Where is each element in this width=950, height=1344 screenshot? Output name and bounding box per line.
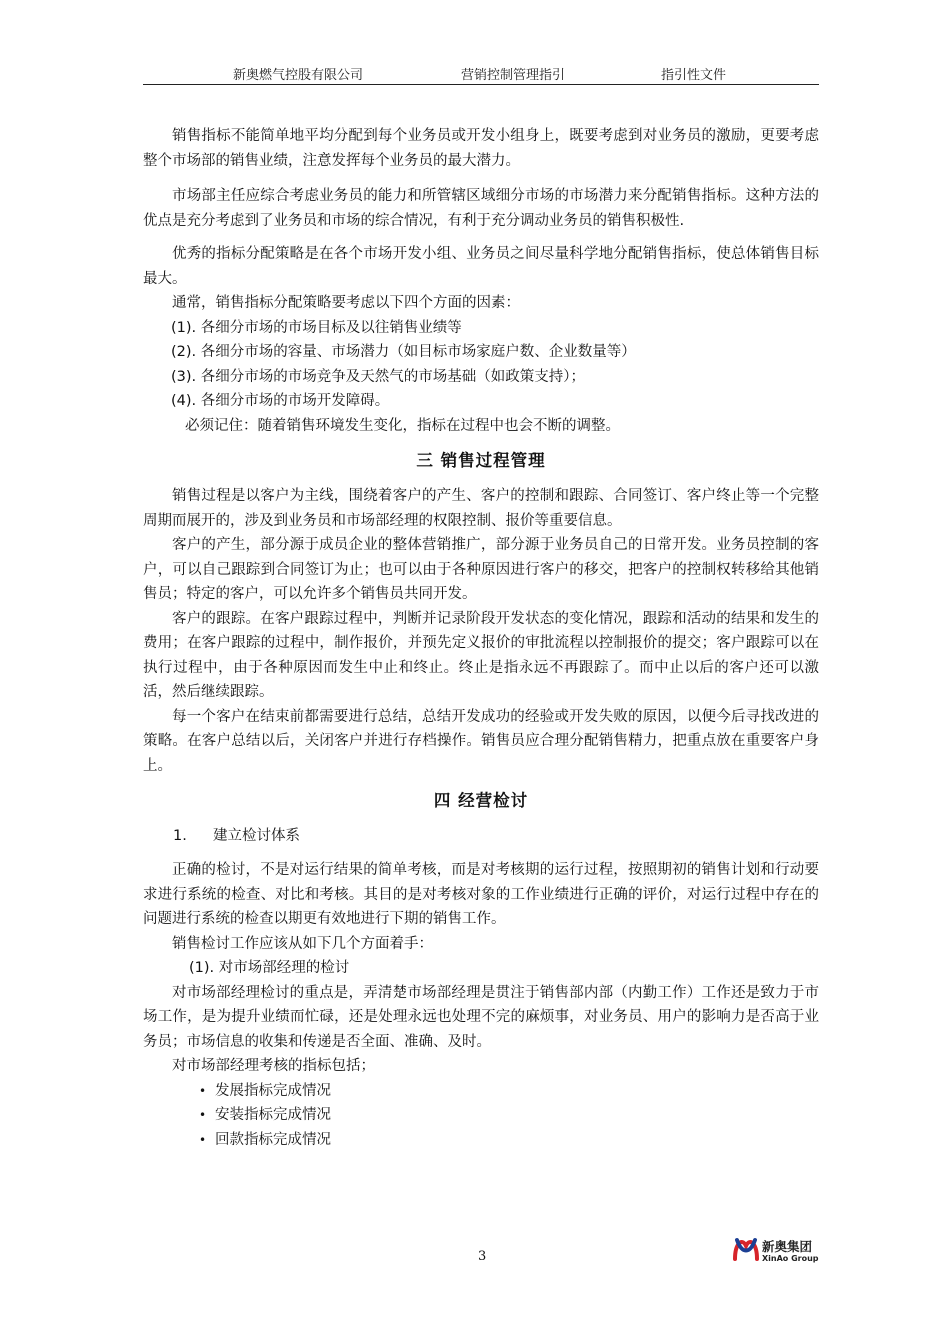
section-3-paragraph-2: 客户的产生，部分源于成员企业的整体营销推广，部分源于业务员自己的日常开发。业务员控制的客户，可以自己跟踪到合同签订为止；也可以由于各种原因进行客户的移交，把客户的控制权转移给其他销售员；特定的客户，可以允许多个销售员共同开发。 bbox=[143, 537, 819, 602]
factor-item-2: (2). 各细分市场的容量、市场潜力（如目标市场家庭户数、企业数量等） bbox=[171, 344, 636, 360]
intro-paragraph-2: 市场部主任应综合考虑业务员的能力和所管辖区域细分市场的市场潜力来分配销售指标。这种方法的优点是充分考虑到了业务员和市场的综合情况，有利于充分调动业务员的销售积极性. bbox=[143, 188, 819, 229]
list-item bbox=[143, 1103, 819, 1128]
list-item bbox=[143, 1079, 819, 1104]
bullet-icon: • bbox=[199, 1108, 207, 1122]
reminder-note: 必须记住：随着销售环境发生变化，指标在过程中也会不断的调整。 bbox=[185, 417, 620, 434]
section-4-subitem: (1). 对市场部经理的检讨 bbox=[189, 960, 350, 976]
logo-english-name: XinAo Group bbox=[762, 1254, 819, 1263]
bullet-icon: • bbox=[199, 1132, 207, 1147]
section-3-title: 三 销售过程管理 bbox=[416, 451, 546, 470]
section-4-title: 四 经营检讨 bbox=[433, 791, 529, 810]
page-number: 3 bbox=[478, 1249, 487, 1264]
intro-paragraph-4: 通常，销售指标分配策略要考虑以下四个方面的因素： bbox=[172, 295, 520, 311]
section-4-paragraph-2: 销售检讨工作应该从如下几个方面着手： bbox=[172, 935, 433, 952]
header-rule bbox=[143, 84, 819, 85]
section-4-paragraph-3: 对市场部经理检讨的重点是，弄清楚市场部经理是贯注于销售部内部（内勤工作）工作还是致力于市场工作，是为提升业绩而忙碌，还是处理永远也处理不完的麻烦事，对业务员、用户的影响力是否高于业务员；市场信息的收集和传递是否全面、准确、及时。 bbox=[143, 984, 819, 1050]
header-doc-type: 指引性文件 bbox=[661, 68, 727, 83]
factor-item-1: (1). 各细分市场的市场目标及以往销售业绩等 bbox=[171, 319, 462, 336]
bullet-text: 回款指标完成情况 bbox=[215, 1131, 331, 1148]
intro-paragraph-3: 优秀的指标分配策略是在各个市场开发小组、业务员之间尽量科学地分配销售指标，使总体销售目标最大。 bbox=[143, 246, 819, 287]
bullet-text: 发展指标完成情况 bbox=[215, 1082, 331, 1099]
subsection-title: 建立检讨体系 bbox=[213, 828, 300, 844]
list-item bbox=[143, 1128, 819, 1153]
logo-chinese-name: 新奥集团 bbox=[762, 1239, 813, 1254]
bullet-icon: • bbox=[199, 1083, 207, 1098]
subsection-heading bbox=[143, 824, 819, 848]
section-4-paragraph-1: 正确的检讨，不是对运行结果的简单考核，而是对考核期的运行过程，按照期初的销售计划和行动要求进行系统的检查、对比和考核。其目的是对考核对象的工作业绩进行正确的评价，对运行过程中存在的问题进行系统的检查以期更有效地进行下期的销售工作。 bbox=[143, 862, 819, 927]
header-company: 新奥燃气控股有限公司 bbox=[233, 68, 364, 83]
subsection-number: 1. bbox=[173, 828, 187, 844]
section-3-paragraph-4: 每一个客户在结束前都需要进行总结，总结开发成功的经验或开发失败的原因，以便今后寻找改进的策略。在客户总结以后，关闭客户并进行存档操作。销售员应合理分配销售精力，把重点放在重要客户身上。 bbox=[143, 708, 819, 774]
page-header bbox=[143, 64, 819, 84]
header-doc-title: 营销控制管理指引 bbox=[461, 68, 566, 83]
section-3-paragraph-3: 客户的跟踪。在客户跟踪过程中，判断并记录阶段开发状态的变化情况，跟踪和活动的结果和发生的费用；在客户跟踪的过程中，制作报价，并预先定义报价的审批流程以控制报价的提交；客户跟踪可以在执行过程中，由于各种原因而发生中止和终止。终止是指永远不再跟踪了。而中止以后的客户还可以激活，然后继续跟踪。 bbox=[143, 610, 819, 700]
page-body bbox=[143, 124, 819, 1152]
factor-item-3: (3). 各细分市场的市场竞争及天然气的市场基础（如政策支持）； bbox=[171, 368, 586, 385]
factor-item-4: (4). 各细分市场的市场开发障碍。 bbox=[171, 393, 390, 409]
logo-mark-icon bbox=[732, 1234, 760, 1264]
company-logo bbox=[732, 1234, 824, 1268]
section-4-paragraph-4: 对市场部经理考核的指标包括； bbox=[172, 1058, 375, 1074]
section-3-paragraph-1: 销售过程是以客户为主线，围绕着客户的产生、客户的控制和跟踪、合同签订、客户终止等一个完整周期而展开的，涉及到业务员和市场部经理的权限控制、报价等重要信息。 bbox=[143, 488, 819, 529]
intro-paragraph-1: 销售指标不能简单地平均分配到每个业务员或开发小组身上，既要考虑到对业务员的激励，更要考虑整个市场部的销售业绩，注意发挥每个业务员的最大潜力。 bbox=[143, 128, 819, 169]
bullet-text: 安装指标完成情况 bbox=[215, 1107, 331, 1123]
